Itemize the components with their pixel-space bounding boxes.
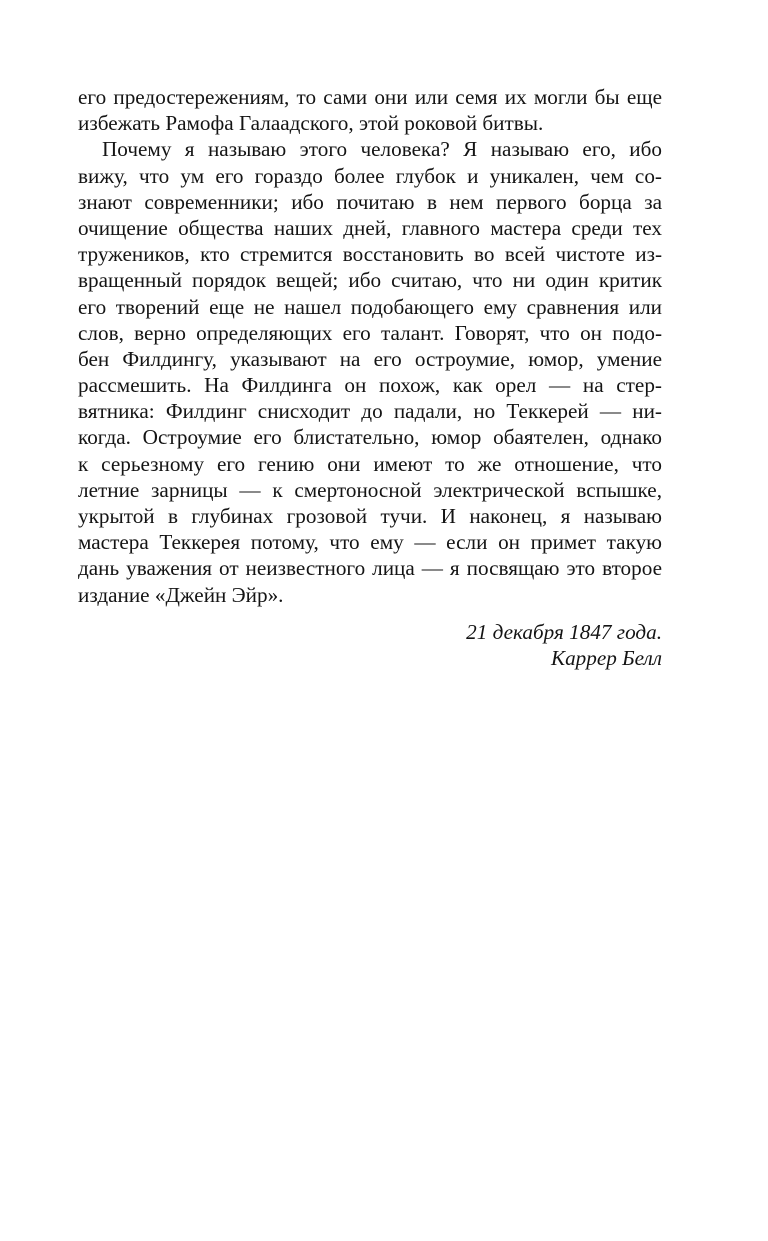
text-line: Почему я называю этого человека? Я называю его, ибо bbox=[102, 137, 662, 162]
paragraph-2 bbox=[78, 136, 662, 607]
page-body bbox=[78, 84, 662, 671]
paragraph-1 bbox=[78, 84, 662, 136]
text-line: вятника: Филдинг снисходит до падали, но Теккерей — ни- bbox=[78, 399, 662, 424]
text-line: издание «Джейн Эйр». bbox=[78, 582, 284, 607]
signature-block bbox=[78, 619, 662, 671]
text-line: вращенный порядок вещей; ибо считаю, что ни один критик bbox=[78, 268, 662, 293]
signature-author: Каррер Белл bbox=[551, 645, 662, 670]
signature-date: 21 декабря 1847 года. bbox=[466, 619, 662, 644]
text-line: слов, верно определяющих его талант. Говорят, что он подо- bbox=[78, 320, 662, 345]
text-line: знают современники; ибо почитаю в нем первого борца за bbox=[78, 189, 662, 214]
text-line: избежать Рамофа Галаадского, этой роковой битвы. bbox=[78, 111, 544, 136]
text-line: летние зарницы — к смертоносной электрической вспышке, bbox=[78, 477, 662, 502]
text-line: его предостережениям, то сами они или семя их могли бы еще bbox=[78, 85, 662, 109]
text-line: укрытой в глубинах грозовой тучи. И наконец, я называю bbox=[78, 504, 662, 528]
text-line: когда. Остроумие его блистательно, юмор обаятелен, однако bbox=[78, 425, 662, 450]
text-line: его творений еще не нашел подобающего ему сравнения или bbox=[78, 294, 662, 319]
text-line: очищение общества наших дней, главного мастера среди тех bbox=[78, 215, 662, 240]
text-line: вижу, что ум его гораздо более глубок и уникален, чем со- bbox=[78, 163, 662, 188]
text-line: бен Филдингу, указывают на его остроумие, юмор, умение bbox=[78, 346, 662, 371]
text-line: рассмешить. На Филдинга он похож, как орел — на стер- bbox=[78, 373, 662, 398]
text-line: к серьезному его гению они имеют то же отношение, что bbox=[78, 451, 662, 476]
text-line: дань уважения от неизвестного лица — я посвящаю это второе bbox=[78, 556, 662, 581]
text-line: тружеников, кто стремится восстановить во всей чистоте из- bbox=[78, 242, 662, 267]
text-line: мастера Теккерея потому, что ему — если он примет такую bbox=[78, 530, 662, 555]
